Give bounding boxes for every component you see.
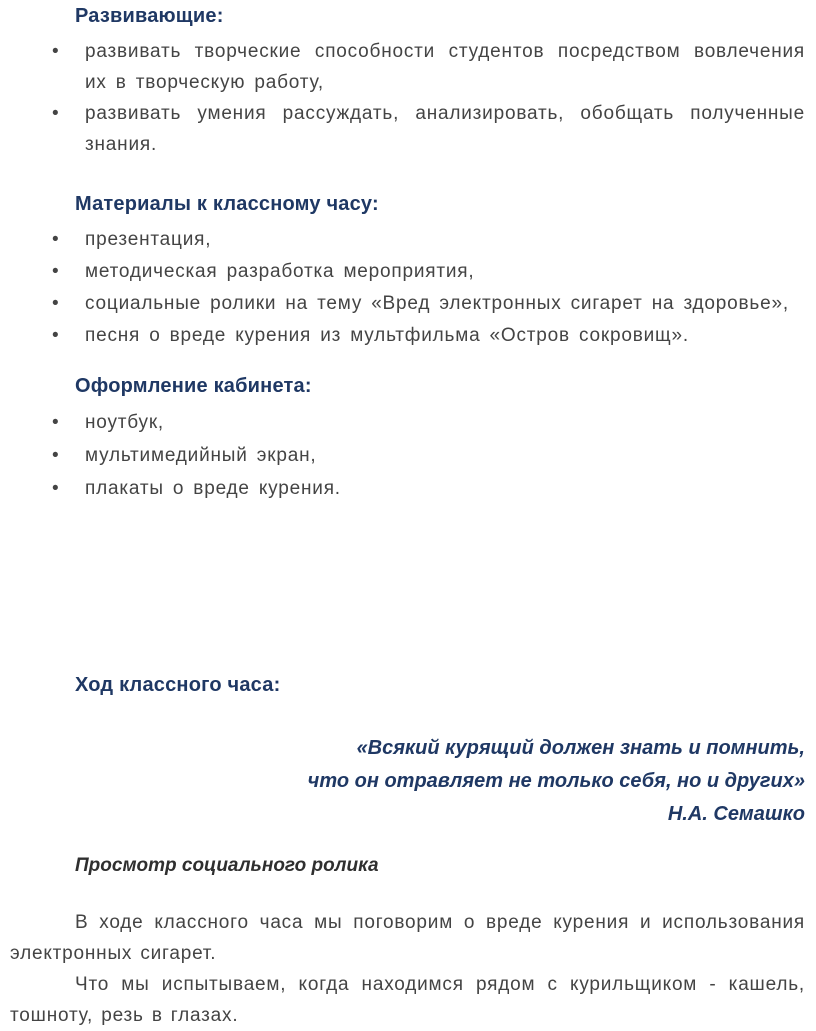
- bullet-icon: •: [52, 261, 59, 282]
- list-item-text: ноутбук,: [85, 412, 165, 433]
- list-item: [10, 288, 805, 320]
- paragraph: В ходе классного часа мы поговорим о вреде курения и использования электронных сигарет.: [10, 912, 805, 964]
- paragraph: Что мы испытываем, когда находимся рядом с курильщиком - кашель, тошноту, резь в глазах.: [10, 974, 805, 1026]
- bullet-list-developing: [10, 36, 805, 160]
- list-item: [10, 320, 805, 352]
- section-heading-materials: Материалы к классному часу:: [75, 193, 379, 215]
- body-text: [10, 907, 805, 1031]
- section-heading-decor: Оформление кабинета:: [75, 375, 312, 397]
- bullet-icon: •: [52, 412, 59, 433]
- section-developing: [10, 4, 805, 160]
- list-item-text: развивать творческие способности студентов посредством вовлечения их в творческую работу,: [85, 41, 805, 93]
- subheading-video: Просмотр социального ролика: [75, 855, 379, 876]
- bullet-icon: •: [52, 103, 59, 124]
- list-item: [10, 256, 805, 288]
- list-item: [10, 224, 805, 256]
- list-item: [10, 406, 805, 439]
- list-item-text: социальные ролики на тему «Вред электронных сигарет на здоровье»,: [85, 293, 789, 314]
- epigraph-quote: [10, 732, 805, 831]
- bullet-icon: •: [52, 229, 59, 250]
- list-item: [10, 98, 805, 160]
- flow-heading: Ход классного часа:: [75, 674, 281, 696]
- section-heading-developing: Развивающие:: [75, 5, 224, 27]
- list-item: [10, 439, 805, 472]
- epigraph-line-1: «Всякий курящий должен знать и помнить,: [356, 737, 805, 759]
- list-item-text: плакаты о вреде курения.: [85, 478, 341, 499]
- bullet-icon: •: [52, 445, 59, 466]
- list-item: [10, 472, 805, 505]
- list-item-text: развивать умения рассуждать, анализировать, обобщать полученные знания.: [85, 103, 805, 155]
- epigraph-line-2: что он отравляет не только себя, но и других»: [307, 770, 805, 792]
- bullet-list-decor: [10, 406, 805, 505]
- list-item-text: презентация,: [85, 229, 212, 250]
- bullet-list-materials: [10, 224, 805, 352]
- bullet-icon: •: [52, 41, 59, 62]
- list-item-text: мультимедийный экран,: [85, 445, 317, 466]
- epigraph-author: Н.А. Семашко: [667, 803, 805, 825]
- list-item-text: песня о вреде курения из мультфильма «Остров сокровищ».: [85, 325, 689, 346]
- bullet-icon: •: [52, 293, 59, 314]
- bullet-icon: •: [52, 478, 59, 499]
- list-item-text: методическая разработка мероприятия,: [85, 261, 475, 282]
- section-materials: [10, 192, 805, 352]
- bullet-icon: •: [52, 325, 59, 346]
- list-item: [10, 36, 805, 98]
- section-decor: [10, 374, 805, 505]
